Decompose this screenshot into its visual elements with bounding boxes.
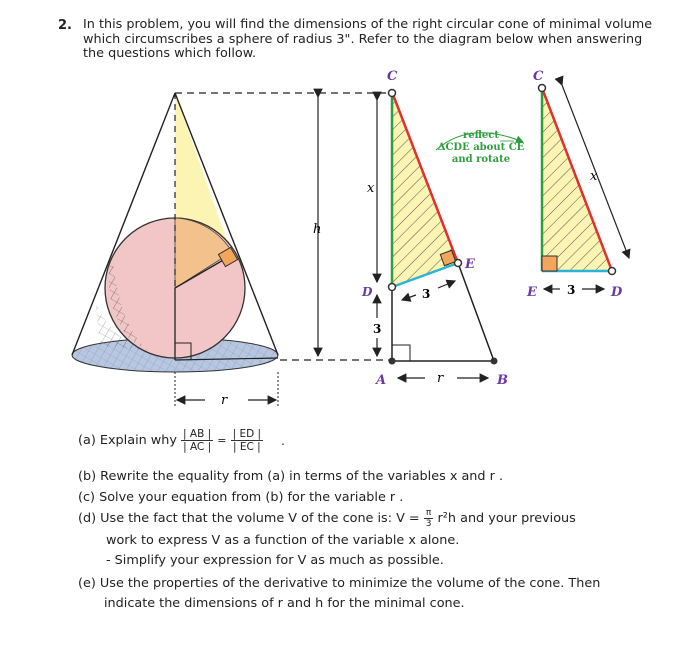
svg-text:ΔCDE about CE: ΔCDE about CE (437, 142, 525, 153)
reflected-label-D: D (611, 285, 623, 300)
intro-line-1: In this problem, you will find the dimensions of the right circular cone of minimal volume (83, 17, 653, 32)
reflected-triangle-figure (526, 69, 629, 300)
intro-line-3: the questions which follow. (83, 46, 257, 61)
part-b: (b) Rewrite the equality from (a) in terms of the variables x and r . (78, 469, 504, 484)
reflected-right-angle (542, 256, 557, 271)
r-label-AB: r (437, 371, 444, 386)
label-C: C (387, 69, 398, 84)
part-a: (a) Explain why $\frac{| AB |}{| AC |}$ = $\frac{| ED |}{| EC |}$ . (78, 428, 285, 453)
three-label-slant: 3 (422, 287, 431, 301)
right-angle-A (392, 345, 410, 361)
part-c: (c) Solve your equation from (b) for the variable r . (78, 490, 404, 505)
point-A (389, 358, 396, 365)
h-label: h (313, 222, 322, 237)
fraction-pi-over-3: $\frac{\pi}{3}$ (425, 508, 432, 529)
intro-line-2: which circumscribes a sphere of radius 3". Refer to the diagram below when answering (83, 31, 643, 47)
part-d-line-1: (d) Use the fact that the volume V of the cone is: V = $\frac{\pi}{3}$ r²h and your previous (78, 508, 576, 529)
three-label-vertical: 3 (373, 322, 382, 336)
problem-number: 2. (58, 18, 72, 33)
fraction-ed-ec: $\frac{| ED |}{| EC |}$ (232, 428, 262, 453)
reflected-three-label: 3 (567, 283, 576, 297)
three-dimension-arrow-slant-a (402, 295, 416, 300)
reflect-annotation (436, 130, 525, 165)
label-A: A (376, 373, 387, 388)
svg-text:reflect: reflect (463, 130, 499, 141)
part-d-line-3: - Simplify your expression for V as much as possible. (106, 553, 444, 568)
triangle-figure (361, 69, 511, 388)
segment-EB (458, 263, 494, 361)
r-label-left: r (221, 393, 228, 408)
point-B (491, 358, 498, 365)
cone-figure (72, 93, 395, 408)
fraction-ab-ac: $\frac{| AB |}{| AC |}$ (183, 428, 212, 453)
label-E: E (465, 257, 475, 272)
point-C (389, 90, 396, 97)
part-a-label: (a) Explain why (78, 433, 177, 448)
reflected-x-label: x (590, 169, 598, 184)
part-d-line-2: work to express V as a function of the variable x alone. (106, 533, 460, 548)
part-e-line-2: indicate the dimensions of r and h for the minimal cone. (104, 596, 465, 611)
point-E (455, 260, 462, 267)
reflected-label-E: E (527, 285, 537, 300)
label-D: D (362, 285, 373, 299)
point-D (389, 284, 396, 291)
label-B: B (497, 373, 508, 388)
x-label-middle: x (367, 181, 375, 196)
reflected-label-C: C (533, 69, 544, 84)
part-e-line-1: (e) Use the properties of the derivative to minimize the volume of the cone. Then (78, 576, 601, 591)
svg-text:and rotate: and rotate (451, 154, 511, 165)
three-dimension-arrow-slant-b (438, 281, 455, 288)
